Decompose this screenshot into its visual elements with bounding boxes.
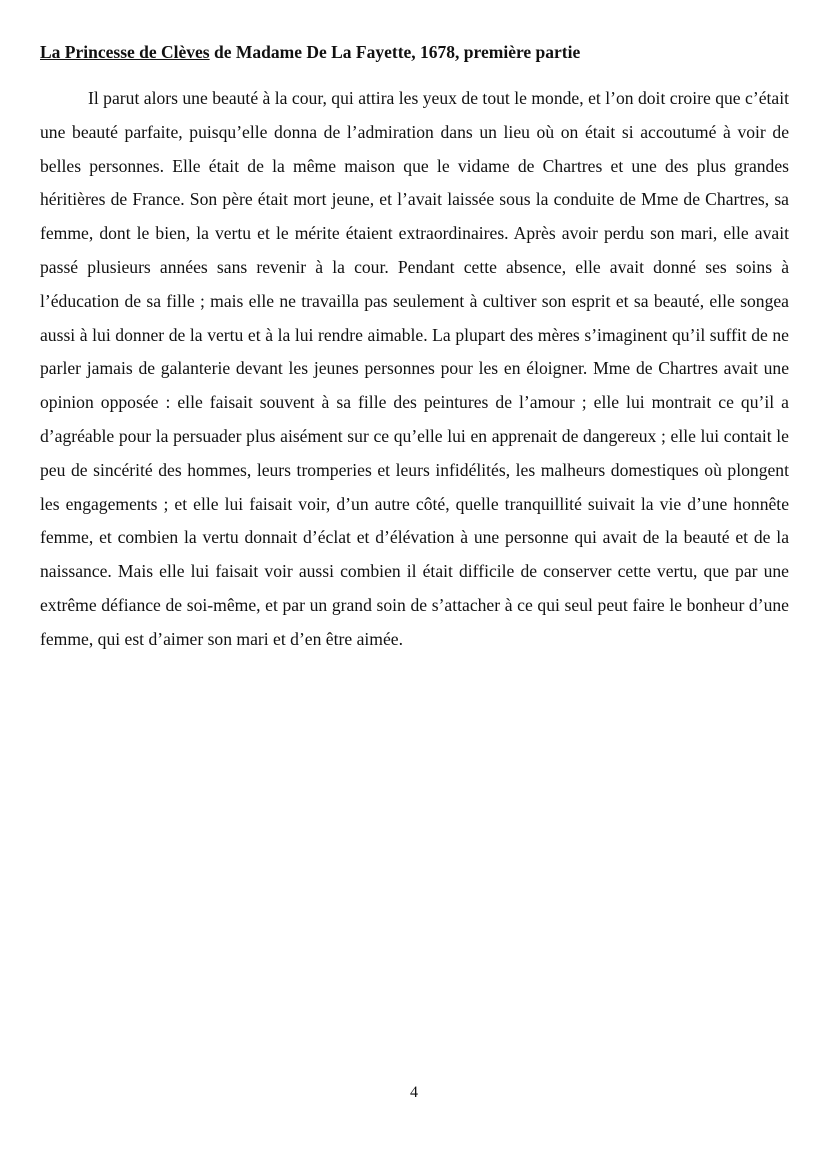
page-number: 4 xyxy=(410,1084,418,1101)
document-page xyxy=(40,40,789,657)
document-title xyxy=(40,40,789,64)
body-paragraph: Il parut alors une beauté à la cour, qui attira les yeux de tout le monde, et l’on doit croire que c’était une beauté parfaite, puisqu’elle donna de l’admiration dans un lieu où on était si accoutumé à voir de belles personnes. Elle était de la même maison que le vidame de Chartres et une des plus grandes héritières de France. Son père était mort jeune, et l’avait laissée sous la conduite de Mme de Chartres, sa femme, dont le bien, la vertu et le mérite étaient extraordinaires. Après avoir perdu son mari, elle avait passé plusieurs années sans revenir à la cour. Pendant cette absence, elle avait donné ses soins à l’éducation de sa fille ; mais elle ne travailla pas seulement à cultiver son esprit et sa beauté, elle songea aussi à lui donner de la vertu et à la lui rendre aimable. La plupart des mères s’imaginent qu’il suffit de ne parler jamais de galanterie devant les jeunes personnes pour les en éloigner. Mme de Chartres avait une opinion opposée : elle faisait souvent à sa fille des peintures de l’amour ; elle lui montrait ce qu’il a d’agréable pour la persuader plus aisément sur ce qu’elle lui en apprenait de dangereux ; elle lui contait le peu de sincérité des hommes, leurs tromperies et leurs infidélités, les malheurs domestiques où plongent les engagements ; et elle lui faisait voir, d’un autre côté, quelle tranquillité suivait la vie d’une honnête femme, et combien la vertu donnait d’éclat et d’élévation à une personne qui avait de la beauté et de la naissance. Mais elle lui faisait voir aussi combien il était difficile de conserver cette vertu, que par une extrême défiance de soi-même, et par un grand soin de s’attacher à ce qui seul peut faire le bonheur d’une femme, qui est d’aimer son mari et d’en être aimée. xyxy=(40,88,789,649)
title-rest: de Madame De La Fayette, 1678, première partie xyxy=(209,42,581,62)
title-work: La Princesse de Clèves xyxy=(40,42,210,62)
